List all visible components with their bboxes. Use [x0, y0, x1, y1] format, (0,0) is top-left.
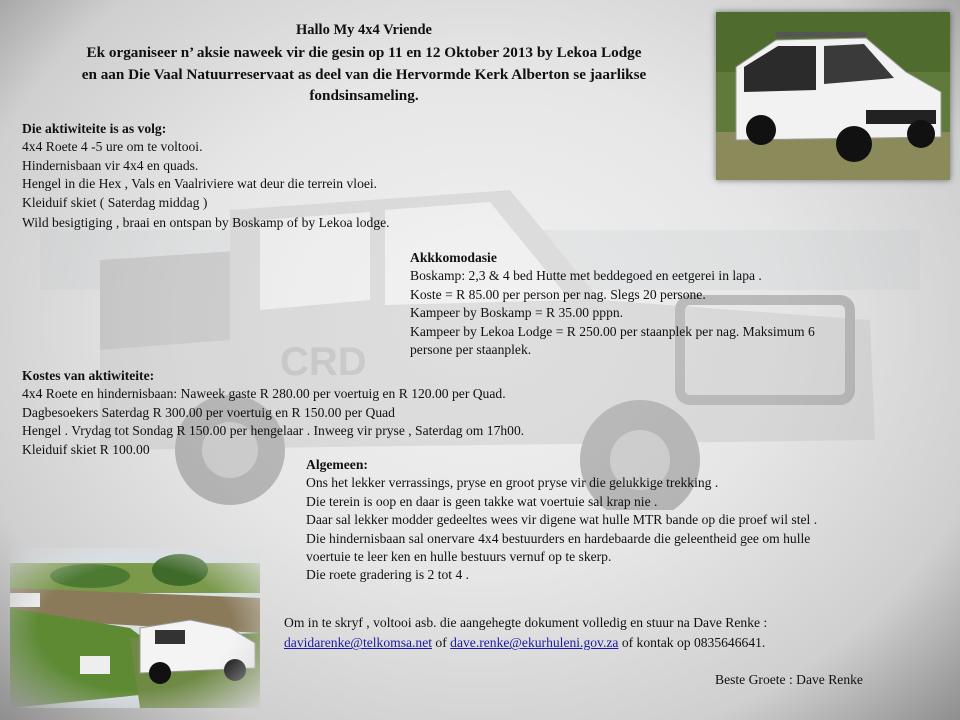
general-heading: Algemeen:: [306, 457, 368, 472]
activity-item: Kleiduif skiet ( Saterdag middag ): [22, 194, 208, 210]
cost-item: Kleiduif skiet R 100.00: [22, 441, 150, 457]
general-item: Ons het lekker verrassings, pryse en groot pryse vir die gelukkige trekking .: [306, 475, 719, 491]
general-item: Die terein is oop en daar is geen takke wat voertuie sal krap nie .: [306, 493, 658, 509]
accommodation-item: Kampeer by Lekoa Lodge = R 250.00 per staanplek per nag. Maksimum 6: [410, 323, 815, 339]
activity-item: Hindernisbaan vir 4x4 en quads.: [22, 157, 199, 173]
activities-heading: Die aktiwiteite is as volg:: [22, 121, 167, 136]
title-line-1: [14, 42, 714, 64]
signoff: Beste Groete : Dave Renke: [715, 672, 863, 687]
cost-item: Hengel . Vrydag tot Sondag R 150.00 per hengelaar . Inweeg vir pryse , Saterdag om 17h00.: [22, 423, 525, 439]
bottom-left-river-trucks-photo: [10, 548, 260, 708]
title-line-1-post: by Lekoa Lodge: [533, 43, 642, 61]
cost-item: Dagbesoekers Saterdag R 300.00 per voertuig en R 150.00 per Quad: [22, 404, 395, 420]
title-line-3: fondsinsameling.: [309, 87, 419, 105]
activity-item: 4x4 Roete 4 -5 ure om te voltooi.: [22, 139, 203, 155]
activity-item: Hengel in die Hex , Vals en Vaalriviere wat deur die terrein vloei.: [22, 176, 378, 192]
general-section: [306, 456, 817, 585]
title-line-1-pre: Ek organiseer n’ aksie naweek vir die gesin op: [86, 43, 389, 61]
title-line-2: en aan Die Vaal Natuurreservaat as deel van die Hervormde Kerk Alberton se jaarlikse: [81, 65, 647, 83]
accommodation-item: Boskamp: 2,3 & 4 bed Hutte met beddegoed en eetgerei in lapa .: [410, 268, 762, 284]
costs-heading: Kostes van aktiwiteite:: [22, 368, 155, 383]
email-link-ekurhuleni[interactable]: dave.renke@ekurhuleni.gov.za: [450, 635, 619, 651]
contact-instruction: Om in te skryf , voltooi asb. die aangehegte dokument volledig en stuur na Dave Renke :: [284, 615, 768, 630]
email-link-telkomsa[interactable]: davidarenke@telkomsa.net: [284, 635, 433, 651]
activity-item: Wild besigtiging , braai en ontspan by Boskamp of by Lekoa lodge.: [22, 215, 390, 231]
activities-section: [22, 120, 390, 232]
accommodation-item: Koste = R 85.00 per person per nag. Slegs 20 persone.: [410, 286, 706, 302]
accommodation-item: Kampeer by Boskamp = R 35.00 pppn.: [410, 305, 624, 321]
contact-separator: of: [432, 635, 451, 651]
top-right-landrover-photo: [716, 12, 950, 180]
contact-phone: of kontak op 0835646641.: [618, 635, 766, 651]
accommodation-heading: Akkkomodasie: [410, 250, 497, 265]
event-dates: 11 en 12 Oktober 2013: [388, 43, 534, 61]
costs-section: [22, 367, 524, 459]
general-item: voertuie te leer ken en hulle bestuurs vernuf op te skerp.: [306, 549, 612, 565]
flyer-title: [14, 20, 714, 107]
cost-item: 4x4 Roete en hindernisbaan: Naweek gaste R 280.00 per voertuig en R 120.00 per Quad.: [22, 386, 506, 402]
contact-line: [284, 634, 767, 652]
greeting-heading: Hallo My 4x4 Vriende: [296, 22, 432, 38]
contact-section: [284, 614, 767, 653]
general-item: Die hindernisbaan sal onervare 4x4 bestuurders en hardebaarde die geleentheid gee om hulle: [306, 530, 811, 546]
accommodation-item: persone per staanplek.: [410, 342, 532, 358]
general-item: Daar sal lekker modder gedeeltes wees vir digene wat hulle MTR bande op die proef wil stel .: [306, 512, 818, 528]
bg-truck-logo: CRD: [280, 340, 367, 384]
accommodation-section: [410, 249, 815, 359]
general-item: Die roete gradering is 2 tot 4 .: [306, 567, 470, 583]
